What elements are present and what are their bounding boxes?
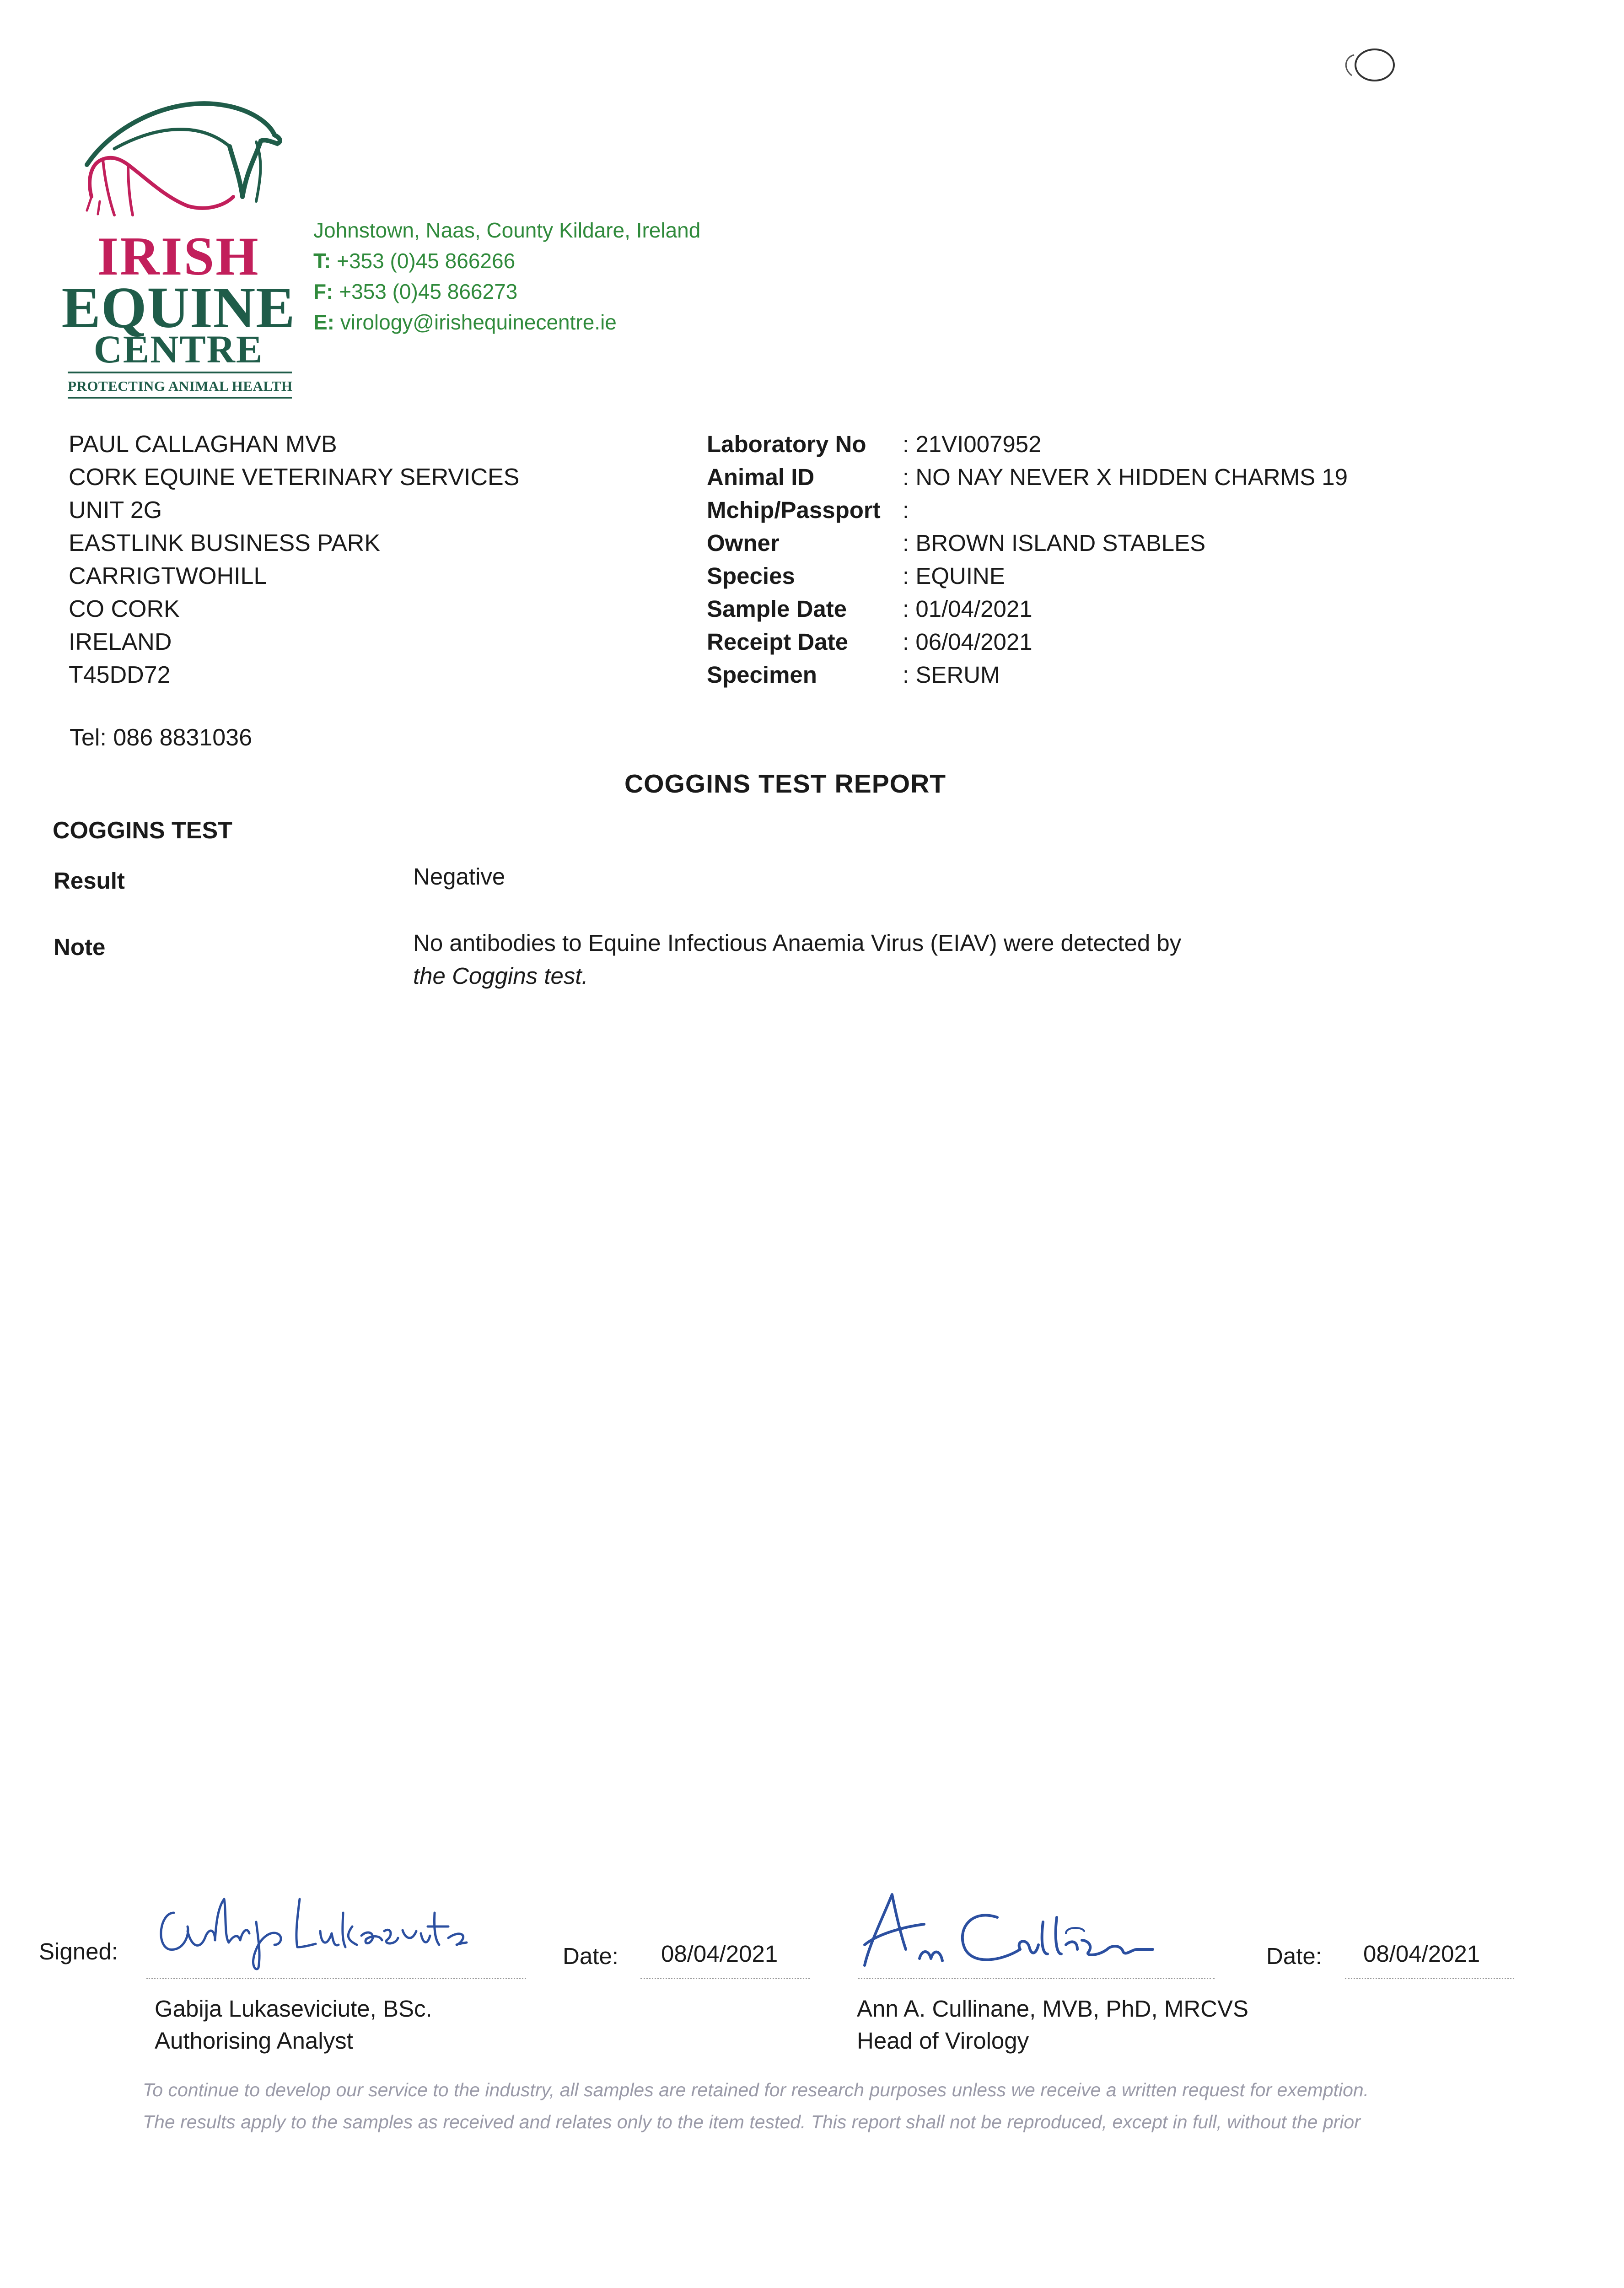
note-text <box>413 927 1465 993</box>
date-line <box>1345 1978 1514 1979</box>
signature-line <box>146 1978 526 1979</box>
info-row <box>707 593 1348 626</box>
note-line: the Coggins test. <box>413 963 588 989</box>
logo-divider <box>68 372 292 373</box>
email-address: virology@irishequinecentre.ie <box>340 310 617 334</box>
phone-label: T: <box>313 249 331 273</box>
disclaimer-line: The results apply to the samples as received and relates only to the item tested. This report shall not be reproduced, except in full, without the prior <box>143 2111 1361 2132</box>
info-label: Mchip/Passport <box>707 497 881 523</box>
signature-date-left: 08/04/2021 <box>661 1941 778 1967</box>
info-row <box>707 527 1348 560</box>
info-row <box>707 658 1348 691</box>
address-line: CO CORK <box>69 596 180 622</box>
footer-disclaimer <box>143 2074 1469 2132</box>
info-row <box>707 626 1348 658</box>
scan-mark-icon <box>1336 41 1404 87</box>
email-line <box>313 307 700 338</box>
info-label: Owner <box>707 530 780 556</box>
info-value: : NO NAY NEVER X HIDDEN CHARMS 19 <box>903 464 1348 490</box>
phone-number: +353 (0)45 866266 <box>337 249 516 273</box>
info-row <box>707 428 1348 461</box>
address-line: CORK EQUINE VETERINARY SERVICES <box>69 464 520 491</box>
address-line: CARRIGTWOHILL <box>69 563 267 589</box>
result-label: Result <box>54 868 125 894</box>
info-row <box>707 461 1348 494</box>
disclaimer-line: To continue to develop our service to the industry, all samples are retained for research purposes unless we receive a written request for exemption. <box>143 2079 1369 2100</box>
fax-label: F: <box>313 280 333 303</box>
info-label: Sample Date <box>707 596 847 622</box>
irish-equine-centre-logo <box>59 92 297 403</box>
info-label: Species <box>707 563 795 589</box>
horse-logo-icon <box>59 92 297 229</box>
result-value: Negative <box>413 863 505 890</box>
report-title: COGGINS TEST REPORT <box>624 769 946 799</box>
signatory-name: Ann A. Cullinane, MVB, PhD, MRCVS <box>857 1996 1249 2022</box>
info-value: : 21VI007952 <box>903 431 1042 457</box>
signature-gabija <box>146 1881 476 1972</box>
signatory-right <box>857 1993 1248 2057</box>
info-value: : BROWN ISLAND STABLES <box>903 530 1206 556</box>
info-label: Receipt Date <box>707 629 848 655</box>
signatory-left <box>155 1993 432 2057</box>
info-row <box>707 560 1348 593</box>
logo-tagline: PROTECTING ANIMAL HEALTH <box>68 378 293 394</box>
note-line: No antibodies to Equine Infectious Anaemia Virus (EIAV) were detected by <box>413 930 1182 956</box>
info-value: : EQUINE <box>903 563 1005 589</box>
date-label: Date: <box>563 1943 618 1969</box>
note-label: Note <box>54 934 106 960</box>
info-value: : 06/04/2021 <box>903 629 1032 655</box>
info-row <box>707 494 1348 527</box>
logo-word-centre: CENTRE <box>93 327 263 371</box>
recipient-address <box>69 428 519 691</box>
section-title: COGGINS TEST <box>53 817 232 844</box>
email-label: E: <box>313 310 334 334</box>
logo-divider <box>68 397 292 399</box>
contact-block <box>313 215 700 338</box>
signatory-title: Head of Virology <box>857 2028 1029 2054</box>
info-label: Laboratory No <box>707 431 866 457</box>
signature-line <box>858 1978 1215 1979</box>
address-line: PAUL CALLAGHAN MVB <box>69 431 337 458</box>
date-line <box>640 1978 810 1979</box>
logo-word-equine: EQUINE <box>61 275 296 340</box>
phone-line <box>313 246 700 276</box>
sample-info <box>707 428 1348 691</box>
signatory-name: Gabija Lukaseviciute, BSc. <box>155 1996 432 2022</box>
signature-date-right: 08/04/2021 <box>1363 1941 1480 1967</box>
signature-cullinane <box>851 1881 1180 1977</box>
info-value: : <box>903 497 909 523</box>
info-label: Animal ID <box>707 464 815 490</box>
address-line: EASTLINK BUSINESS PARK <box>69 530 381 556</box>
fax-line <box>313 276 700 307</box>
date-label: Date: <box>1266 1943 1322 1969</box>
recipient-tel: Tel: 086 8831036 <box>70 724 253 751</box>
info-label: Specimen <box>707 662 817 688</box>
signatory-title: Authorising Analyst <box>155 2028 353 2054</box>
address-line: UNIT 2G <box>69 497 162 523</box>
info-value: : SERUM <box>903 662 1000 688</box>
signed-label: Signed: <box>39 1938 118 1964</box>
centre-address: Johnstown, Naas, County Kildare, Ireland <box>313 218 701 242</box>
address-line: IRELAND <box>69 629 172 655</box>
fax-number: +353 (0)45 866273 <box>339 280 518 303</box>
logo-word-irish: IRISH <box>97 226 260 286</box>
address-line: T45DD72 <box>69 662 171 688</box>
info-value: : 01/04/2021 <box>903 596 1032 622</box>
